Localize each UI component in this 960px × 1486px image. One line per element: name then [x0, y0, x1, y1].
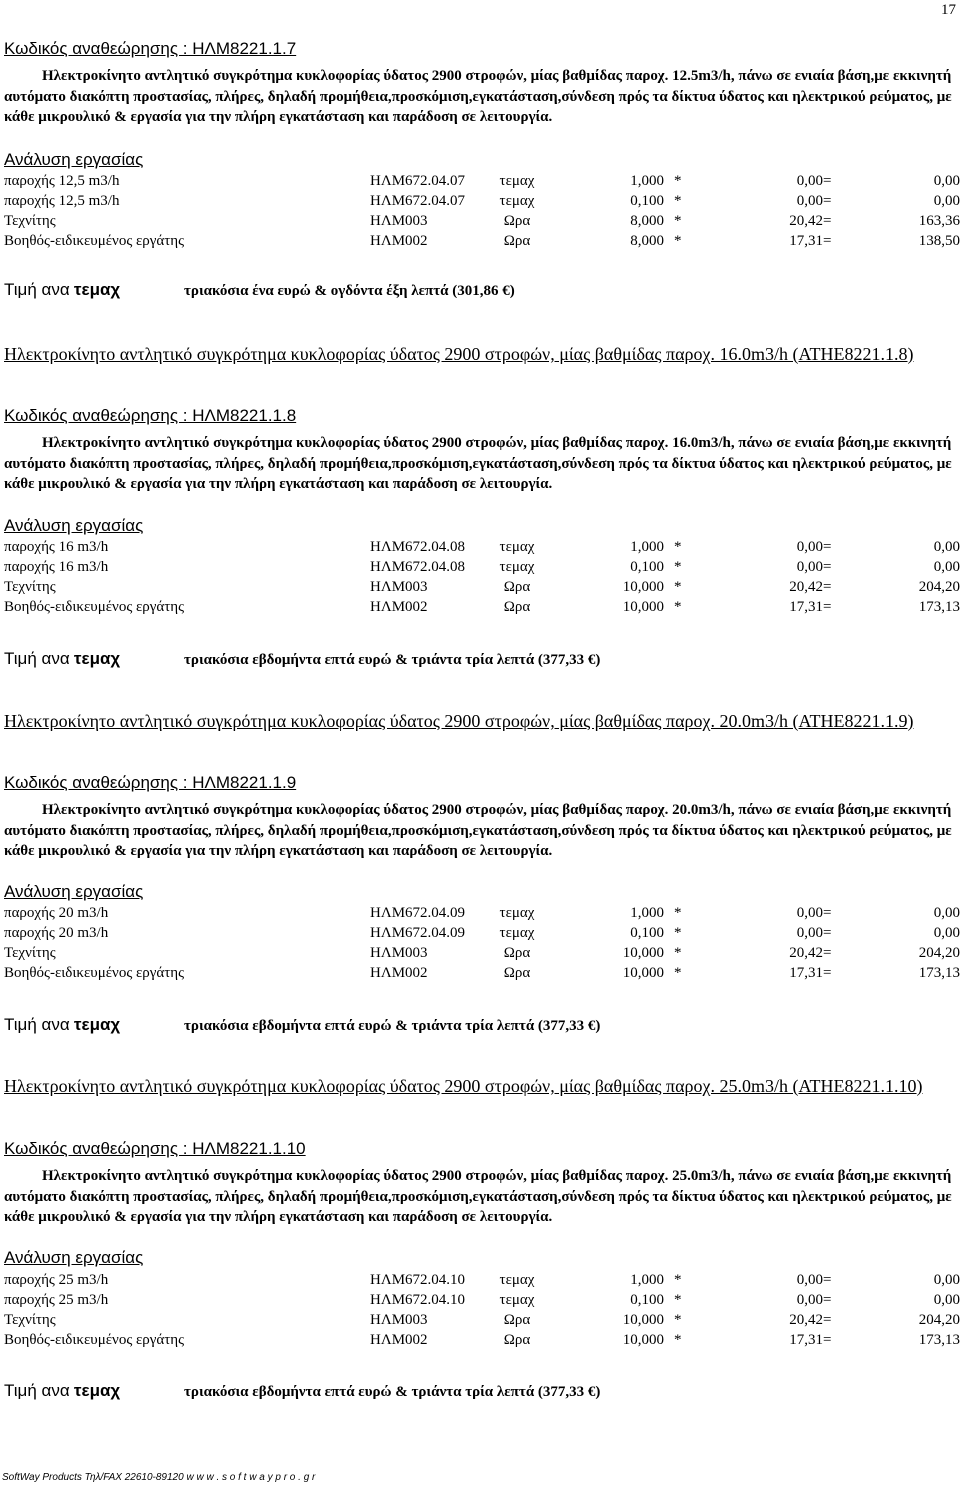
- analysis-row: [4, 1312, 960, 1332]
- revision-code: Κωδικός αναθεώρησης : ΗΛΜ8221.1.10: [4, 1139, 306, 1158]
- row-unit: Ωρα: [503, 579, 531, 595]
- row-code: ΗΛΜ003: [370, 945, 428, 961]
- row-unit: Ωρα: [503, 233, 531, 249]
- description-first-line: Ηλεκτροκίνητο αντλητικό συγκρότημα κυκλοφορίας ύδατος 2900 στροφών, μίας βαθμίδας παροχ. 12.5m3/h, πάνω σε: [42, 68, 791, 84]
- price-in-words: τριακόσια εβδομήντα επτά ευρώ & τριάντα τρία λεπτά (377,33 €): [184, 652, 601, 668]
- analysis-row: [4, 1332, 960, 1352]
- row-total: 0,00: [933, 1272, 960, 1288]
- row-quantity: 1,000: [630, 539, 664, 555]
- row-total: 0,00: [933, 905, 960, 921]
- row-equals: =: [823, 925, 832, 941]
- item-description: [4, 433, 956, 495]
- row-quantity: 1,000: [630, 905, 664, 921]
- row-code: ΗΛΜ672.04.10: [370, 1272, 466, 1288]
- row-code: ΗΛΜ003: [370, 579, 428, 595]
- row-name: Βοηθός-ειδικευμένος εργάτης: [4, 1332, 185, 1348]
- price-label: Τιμή ανα: [4, 1015, 70, 1034]
- item-description: [4, 66, 956, 128]
- row-name: παροχής 12,5 m3/h: [4, 193, 120, 209]
- row-code: ΗΛΜ003: [370, 213, 428, 229]
- row-rate: 0,00: [796, 539, 823, 555]
- row-multiply: *: [674, 233, 682, 249]
- row-quantity: 10,000: [622, 599, 664, 615]
- analysis-row: [4, 193, 960, 213]
- row-name: παροχής 25 m3/h: [4, 1272, 109, 1288]
- row-rate: 20,42: [789, 213, 823, 229]
- price-label: Τιμή ανα: [4, 280, 70, 299]
- row-unit: Ωρα: [503, 599, 531, 615]
- price-in-words: τριακόσια εβδομήντα επτά ευρώ & τριάντα τρία λεπτά (377,33 €): [184, 1018, 601, 1034]
- row-total: 173,13: [918, 1332, 960, 1348]
- row-rate: 17,31: [789, 233, 823, 249]
- row-rate: 0,00: [796, 1272, 823, 1288]
- analysis-row: [4, 945, 960, 965]
- row-code: ΗΛΜ672.04.09: [370, 925, 466, 941]
- row-quantity: 8,000: [630, 213, 664, 229]
- row-unit: τεμαχ: [499, 173, 535, 189]
- row-total: 0,00: [933, 173, 960, 189]
- description-body: ενιαία βάση,με εκκινητή αυτόματο διακόπτη προστασίας, πλήρες, δηλαδή προμήθεια,προσκόμιση,εγκατάσταση,σύνδεση πρός τα δίκτυα ύδατος και ηλεκτρικού ρεύματος, με κάθε μικρουλικό & εργασία για την πλήρη εγκατάσταση και παράδοση σε λειτουργία.: [4, 1168, 952, 1225]
- analysis-row: [4, 213, 960, 233]
- analysis-heading: Ανάλυση εργασίας: [4, 1248, 144, 1267]
- item-title: Ηλεκτροκίνητο αντλητικό συγκρότημα κυκλοφορίας ύδατος 2900 στροφών, μίας βαθμίδας παροχ. 25.0m3/h (ΑΤΗΕ8221.1.10): [4, 1076, 923, 1096]
- row-rate: 20,42: [789, 579, 823, 595]
- row-unit: τεμαχ: [499, 559, 535, 575]
- row-rate: 20,42: [789, 945, 823, 961]
- row-rate: 0,00: [796, 925, 823, 941]
- row-name: παροχής 20 m3/h: [4, 905, 109, 921]
- row-total: 204,20: [918, 1312, 960, 1328]
- row-quantity: 0,100: [630, 559, 664, 575]
- analysis-row: [4, 1272, 960, 1292]
- row-rate: 17,31: [789, 965, 823, 981]
- row-rate: 0,00: [796, 559, 823, 575]
- row-equals: =: [823, 539, 832, 555]
- row-total: 204,20: [918, 579, 960, 595]
- row-unit: Ωρα: [503, 1312, 531, 1328]
- analysis-row: [4, 579, 960, 599]
- row-name: Βοηθός-ειδικευμένος εργάτης: [4, 599, 185, 615]
- row-rate: 17,31: [789, 1332, 823, 1348]
- row-rate: 0,00: [796, 173, 823, 189]
- revision-code: Κωδικός αναθεώρησης : ΗΛΜ8221.1.7: [4, 39, 297, 58]
- row-total: 0,00: [933, 925, 960, 941]
- row-quantity: 0,100: [630, 193, 664, 209]
- row-rate: 0,00: [796, 193, 823, 209]
- price-in-words: τριακόσια εβδομήντα επτά ευρώ & τριάντα τρία λεπτά (377,33 €): [184, 1384, 601, 1400]
- row-multiply: *: [674, 925, 682, 941]
- row-quantity: 0,100: [630, 1292, 664, 1308]
- revision-code: Κωδικός αναθεώρησης : ΗΛΜ8221.1.9: [4, 773, 297, 792]
- row-equals: =: [823, 579, 832, 595]
- row-code: ΗΛΜ672.04.08: [370, 559, 466, 575]
- row-equals: =: [823, 965, 832, 981]
- row-name: παροχής 12,5 m3/h: [4, 173, 120, 189]
- row-name: Τεχνίτης: [4, 579, 56, 595]
- row-quantity: 0,100: [630, 925, 664, 941]
- row-unit: τεμαχ: [499, 1292, 535, 1308]
- row-total: 0,00: [933, 1292, 960, 1308]
- row-unit: τεμαχ: [499, 1272, 535, 1288]
- description-first-line: Ηλεκτροκίνητο αντλητικό συγκρότημα κυκλοφορίας ύδατος 2900 στροφών, μίας βαθμίδας παροχ. 16.0m3/h, πάνω σε: [42, 435, 791, 451]
- analysis-row: [4, 925, 960, 945]
- row-multiply: *: [674, 1292, 682, 1308]
- revision-code: Κωδικός αναθεώρησης : ΗΛΜ8221.1.8: [4, 406, 297, 425]
- row-name: Βοηθός-ειδικευμένος εργάτης: [4, 965, 185, 981]
- row-rate: 0,00: [796, 1292, 823, 1308]
- row-total: 0,00: [933, 559, 960, 575]
- item-title: Ηλεκτροκίνητο αντλητικό συγκρότημα κυκλοφορίας ύδατος 2900 στροφών, μίας βαθμίδας παροχ. 20.0m3/h (ΑΤΗΕ8221.1.9): [4, 711, 914, 731]
- row-code: ΗΛΜ002: [370, 233, 428, 249]
- row-unit: Ωρα: [503, 965, 531, 981]
- row-quantity: 8,000: [630, 233, 664, 249]
- row-code: ΗΛΜ672.04.09: [370, 905, 466, 921]
- unit-price-line: [4, 1381, 601, 1401]
- row-name: παροχής 16 m3/h: [4, 539, 109, 555]
- price-unit: τεμαχ: [73, 1381, 121, 1400]
- item-title: Ηλεκτροκίνητο αντλητικό συγκρότημα κυκλοφορίας ύδατος 2900 στροφών, μίας βαθμίδας παροχ. 16.0m3/h (ΑΤΗΕ8221.1.8): [4, 344, 914, 364]
- price-label: Τιμή ανα: [4, 1381, 70, 1400]
- row-code: ΗΛΜ002: [370, 965, 428, 981]
- row-quantity: 10,000: [622, 1332, 664, 1348]
- analysis-heading: Ανάλυση εργασίας: [4, 516, 144, 535]
- description-first-line: Ηλεκτροκίνητο αντλητικό συγκρότημα κυκλοφορίας ύδατος 2900 στροφών, μίας βαθμίδας παροχ. 25.0m3/h, πάνω σε: [42, 1168, 791, 1184]
- row-total: 0,00: [933, 539, 960, 555]
- row-equals: =: [823, 599, 832, 615]
- row-quantity: 10,000: [622, 579, 664, 595]
- row-multiply: *: [674, 213, 682, 229]
- page-number: 17: [941, 2, 956, 18]
- row-quantity: 1,000: [630, 173, 664, 189]
- row-code: ΗΛΜ672.04.10: [370, 1292, 466, 1308]
- analysis-heading: Ανάλυση εργασίας: [4, 150, 144, 169]
- row-equals: =: [823, 905, 832, 921]
- row-quantity: 10,000: [622, 965, 664, 981]
- unit-price-line: [4, 1015, 601, 1035]
- row-code: ΗΛΜ003: [370, 1312, 428, 1328]
- row-quantity: 1,000: [630, 1272, 664, 1288]
- row-name: Τεχνίτης: [4, 945, 56, 961]
- row-multiply: *: [674, 173, 682, 189]
- price-unit: τεμαχ: [73, 1015, 121, 1034]
- row-code: ΗΛΜ672.04.07: [370, 173, 466, 189]
- row-total: 0,00: [933, 193, 960, 209]
- price-label: Τιμή ανα: [4, 649, 70, 668]
- row-unit: τεμαχ: [499, 193, 535, 209]
- row-equals: =: [823, 1332, 832, 1348]
- analysis-row: [4, 1292, 960, 1312]
- row-unit: Ωρα: [503, 213, 531, 229]
- analysis-row: [4, 559, 960, 579]
- row-unit: Ωρα: [503, 1332, 531, 1348]
- row-multiply: *: [674, 559, 682, 575]
- row-equals: =: [823, 1272, 832, 1288]
- price-unit: τεμαχ: [73, 649, 121, 668]
- row-code: ΗΛΜ672.04.08: [370, 539, 466, 555]
- unit-price-line: [4, 280, 515, 300]
- description-body: ενιαία βάση,με εκκινητή αυτόματο διακόπτη προστασίας, πλήρες, δηλαδή προμήθεια,προσκόμιση,εγκατάσταση,σύνδεση πρός τα δίκτυα ύδατος και ηλεκτρικού ρεύματος, με κάθε μικρουλικό & εργασία για την πλήρη εγκατάσταση και παράδοση σε λειτουργία.: [4, 68, 952, 125]
- item-description: [4, 1166, 956, 1228]
- row-name: Τεχνίτης: [4, 213, 56, 229]
- analysis-row: [4, 905, 960, 925]
- analysis-row: [4, 233, 960, 253]
- item-description: [4, 800, 956, 862]
- analysis-row: [4, 539, 960, 559]
- row-name: Τεχνίτης: [4, 1312, 56, 1328]
- row-equals: =: [823, 1292, 832, 1308]
- row-name: παροχής 20 m3/h: [4, 925, 109, 941]
- unit-price-line: [4, 649, 601, 669]
- description-first-line: Ηλεκτροκίνητο αντλητικό συγκρότημα κυκλοφορίας ύδατος 2900 στροφών, μίας βαθμίδας παροχ. 20.0m3/h, πάνω σε: [42, 802, 791, 818]
- row-unit: τεμαχ: [499, 539, 535, 555]
- analysis-heading: Ανάλυση εργασίας: [4, 882, 144, 901]
- row-total: 173,13: [918, 599, 960, 615]
- price-unit: τεμαχ: [73, 280, 121, 299]
- row-total: 138,50: [918, 233, 960, 249]
- row-code: ΗΛΜ002: [370, 1332, 428, 1348]
- row-quantity: 10,000: [622, 945, 664, 961]
- row-multiply: *: [674, 905, 682, 921]
- row-name: παροχής 16 m3/h: [4, 559, 109, 575]
- row-multiply: *: [674, 1312, 682, 1328]
- analysis-row: [4, 599, 960, 619]
- footer: SoftWay Products Τηλ/FAX 22610-89120 w w w . s o f t w a y p r o . g r: [2, 1472, 316, 1483]
- analysis-row: [4, 965, 960, 985]
- row-multiply: *: [674, 579, 682, 595]
- row-equals: =: [823, 1312, 832, 1328]
- row-equals: =: [823, 945, 832, 961]
- row-multiply: *: [674, 965, 682, 981]
- row-total: 163,36: [918, 213, 960, 229]
- description-body: ενιαία βάση,με εκκινητή αυτόματο διακόπτη προστασίας, πλήρες, δηλαδή προμήθεια,προσκόμιση,εγκατάσταση,σύνδεση πρός τα δίκτυα ύδατος και ηλεκτρικού ρεύματος, με κάθε μικρουλικό & εργασία για την πλήρη εγκατάσταση και παράδοση σε λειτουργία.: [4, 802, 952, 859]
- row-multiply: *: [674, 539, 682, 555]
- description-body: ενιαία βάση,με εκκινητή αυτόματο διακόπτη προστασίας, πλήρες, δηλαδή προμήθεια,προσκόμιση,εγκατάσταση,σύνδεση πρός τα δίκτυα ύδατος και ηλεκτρικού ρεύματος, με κάθε μικρουλικό & εργασία για την πλήρη εγκατάσταση και παράδοση σε λειτουργία.: [4, 435, 952, 492]
- row-code: ΗΛΜ672.04.07: [370, 193, 466, 209]
- row-name: παροχής 25 m3/h: [4, 1292, 109, 1308]
- row-code: ΗΛΜ002: [370, 599, 428, 615]
- row-total: 204,20: [918, 945, 960, 961]
- row-multiply: *: [674, 945, 682, 961]
- row-equals: =: [823, 173, 832, 189]
- row-equals: =: [823, 193, 832, 209]
- row-multiply: *: [674, 599, 682, 615]
- row-multiply: *: [674, 1272, 682, 1288]
- row-multiply: *: [674, 193, 682, 209]
- analysis-row: [4, 173, 960, 193]
- row-rate: 0,00: [796, 905, 823, 921]
- row-rate: 17,31: [789, 599, 823, 615]
- row-multiply: *: [674, 1332, 682, 1348]
- row-rate: 20,42: [789, 1312, 823, 1328]
- row-total: 173,13: [918, 965, 960, 981]
- row-name: Βοηθός-ειδικευμένος εργάτης: [4, 233, 185, 249]
- price-in-words: τριακόσια ένα ευρώ & ογδόντα έξη λεπτά (301,86 €): [184, 283, 515, 299]
- row-equals: =: [823, 213, 832, 229]
- row-unit: τεμαχ: [499, 905, 535, 921]
- row-quantity: 10,000: [622, 1312, 664, 1328]
- row-equals: =: [823, 559, 832, 575]
- row-unit: Ωρα: [503, 945, 531, 961]
- row-unit: τεμαχ: [499, 925, 535, 941]
- row-equals: =: [823, 233, 832, 249]
